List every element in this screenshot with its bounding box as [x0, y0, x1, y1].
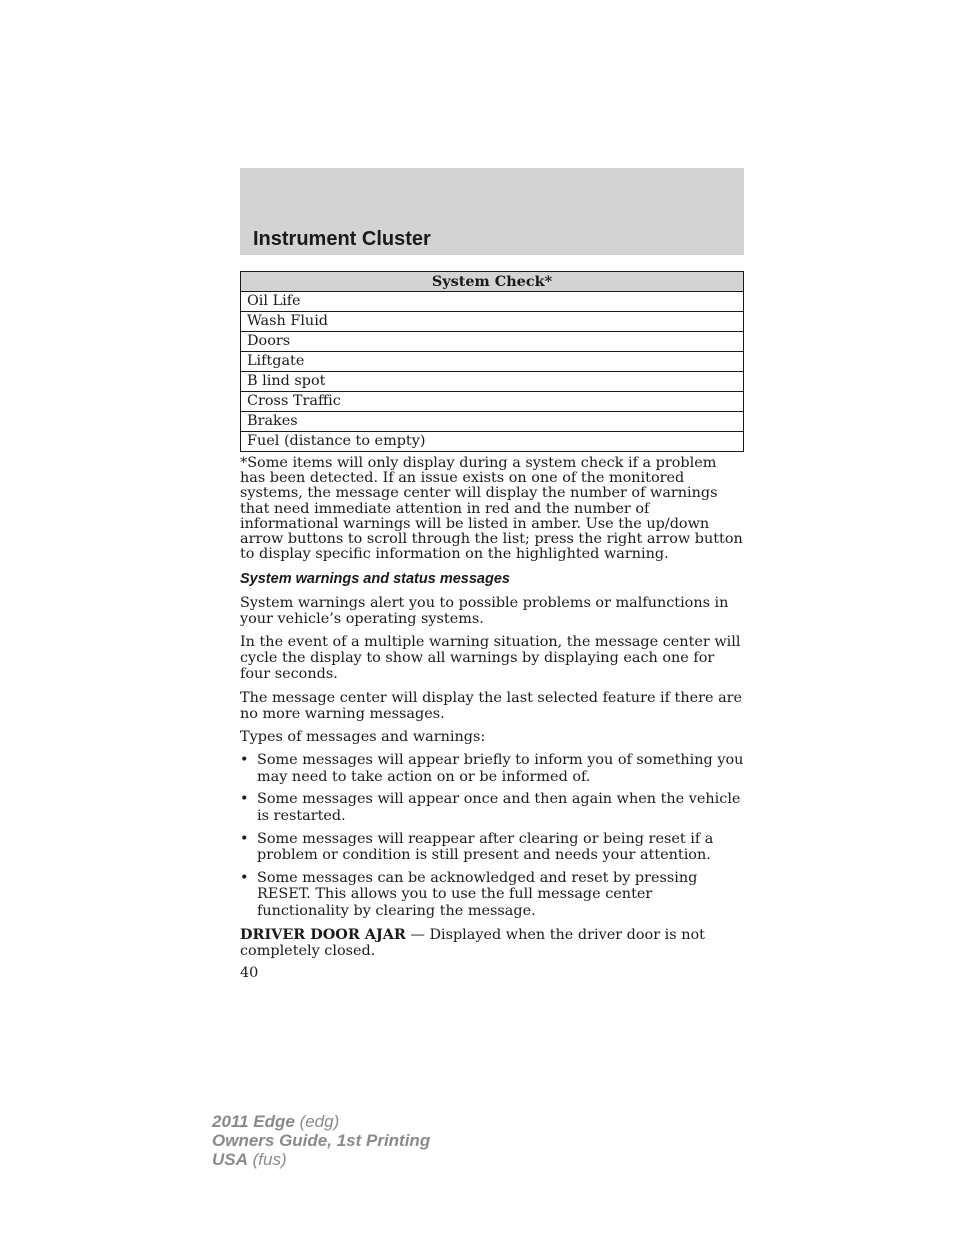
paragraph: The message center will display the last selected feature if there are no more warning messages. [240, 689, 743, 722]
table-cell: B lind spot [241, 372, 744, 392]
table-row [241, 352, 744, 372]
table-row [241, 432, 744, 452]
footer-model-code: (edg) [294, 1112, 340, 1131]
footer-line-model [212, 1112, 430, 1131]
list-item-text: Some messages will appear once and then again when the vehicle is restarted. [257, 791, 741, 825]
page-number: 40 [240, 965, 259, 981]
table-row [241, 292, 744, 312]
subsection-heading: System warnings and status messages [240, 571, 510, 588]
system-check-table [240, 271, 744, 452]
table-cell: Doors [241, 332, 744, 352]
footer-line-printing: Owners Guide, 1st Printing [212, 1131, 431, 1150]
paragraph: In the event of a multiple warning situation, the message center will cycle the display to show all warnings by displaying each one for four seconds. [240, 634, 741, 683]
table-header-row [241, 272, 744, 292]
bullet-icon: • [240, 869, 249, 886]
list-item [240, 870, 744, 920]
paragraph: Types of messages and warnings: [240, 729, 486, 746]
table-footnote: *Some items will only display during a system check if a problem has been detected. If an issue exists on one of the monitored systems, the message center will display the number of warnings that need immediate attention in red and the number of informational warnings will be listed in amber. Use the up/down arrow buttons to scroll through the list; press the right arrow button to display specific information on the highlighted warning. [240, 455, 743, 563]
bullet-icon: • [240, 752, 249, 769]
list-item [240, 831, 744, 864]
table-header: System Check* [241, 272, 744, 292]
message-types-list [240, 752, 744, 919]
paragraph: System warnings alert you to possible problems or malfunctions in your vehicle’s operating systems. [240, 594, 729, 627]
table-cell: Wash Fluid [241, 312, 744, 332]
list-item-text: Some messages will appear briefly to inform you of something you may need to take action on or be informed of. [257, 752, 744, 785]
page-content [240, 271, 744, 981]
table-row [241, 332, 744, 352]
bullet-icon: • [240, 830, 249, 847]
footer-market: USA [212, 1150, 248, 1169]
list-item-text: Some messages can be acknowledged and reset by pressing RESET. This allows you to use the full message center functionality by clearing the message. [257, 869, 698, 919]
footer-model: 2011 Edge [212, 1112, 295, 1131]
section-title: Instrument Cluster [253, 228, 431, 250]
footer-line-market [212, 1150, 430, 1169]
table-cell: Brakes [241, 412, 744, 432]
table-cell: Liftgate [241, 352, 744, 372]
footer-market-code: (fus) [247, 1150, 287, 1169]
table-cell: Fuel (distance to empty) [241, 432, 744, 452]
table-cell: Oil Life [241, 292, 744, 312]
table-row [241, 312, 744, 332]
list-item-text: Some messages will reappear after clearing or being reset if a problem or condition is still present and needs your attention. [257, 830, 714, 864]
driver-door-ajar-entry [240, 927, 744, 959]
table-cell: Cross Traffic [241, 392, 744, 412]
warning-description: — Displayed when the driver door is not completely closed. [240, 926, 705, 959]
document-footer [212, 1112, 430, 1169]
warning-term: DRIVER DOOR AJAR [240, 925, 406, 943]
bullet-icon: • [240, 791, 249, 808]
list-item [240, 752, 744, 785]
table-row [241, 372, 744, 392]
list-item [240, 791, 744, 824]
table-row [241, 412, 744, 432]
table-row [241, 392, 744, 412]
section-header-band [240, 168, 744, 255]
